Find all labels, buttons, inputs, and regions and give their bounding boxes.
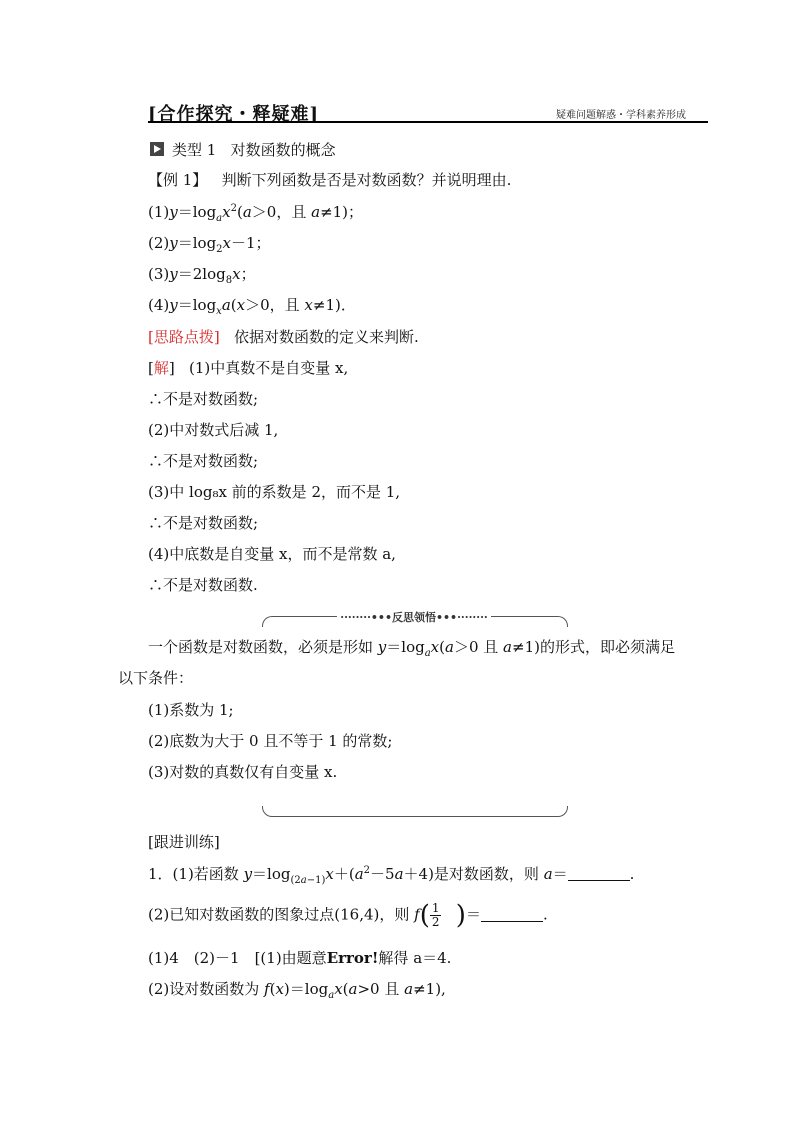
training-q1-2: (2)已知对数函数的图象过点(16,4)，则 f( $\frac{1}{2}$ )＝ .: [148, 900, 548, 931]
reflection-condition-2: (2)底数为大于 0 且不等于 1 的常数;: [148, 732, 393, 750]
example-heading: [148, 170, 511, 190]
section-tag: 疑难问题解惑・学科素养形成: [556, 110, 686, 121]
training-answer-1: (1)4 (2)－1 [(1)由题意Error!解得 a＝4.: [148, 949, 452, 967]
answer-blank-1[interactable]: [568, 866, 630, 881]
reflection-condition-1: (1)系数为 1;: [148, 701, 234, 719]
example-item-1: $(1)y=\log_ax^2(a>0$，且 a≠1)；: [148, 203, 364, 224]
play-triangle-icon: [150, 142, 164, 156]
header-rule: [148, 121, 708, 123]
solution-line-4: ∴不是对数函数;: [148, 452, 259, 470]
solution-line-1: [解] (1)中真数不是自变量 x,: [148, 359, 349, 377]
solution-line-5: (3)中 log₈x 前的系数是 2，而不是 1,: [148, 483, 401, 501]
training-q1-1: 1．(1)若函数 $y=\log_{(2a-1)}x+(a^2-5a+4)$是对数函数，则 a＝ .: [148, 865, 635, 886]
reflection-frame-bottom: [262, 806, 568, 817]
hint: [148, 327, 419, 347]
section-title: [合作探究・释疑难]: [148, 104, 320, 125]
example-item-3: $(3)y=2\log_8x$；: [148, 265, 256, 286]
solution-line-2: ∴不是对数函数;: [148, 390, 259, 408]
solution-line-8: ∴不是对数函数.: [148, 576, 258, 594]
hint-text: 依据对数函数的定义来判断.: [234, 328, 419, 346]
example-tag: 【例 1】: [148, 171, 208, 189]
solution-line-7: (4)中底数是自变量 x，而不是常数 a,: [148, 545, 396, 563]
example-prompt: 判断下列函数是否是对数函数？并说明理由.: [221, 171, 512, 189]
solution-tag: 解: [153, 359, 169, 377]
reflection-text-1: 一个函数是对数函数，必须是形如 $y=\log_ax(a>0$ 且 a≠1)的形式，即必须满足: [148, 638, 675, 659]
error-text: Error!: [326, 949, 379, 967]
solution-line-3: (2)中对数式后减 1,: [148, 421, 279, 439]
answer-blank-2[interactable]: [481, 907, 543, 922]
example-item-2: $(2)y=\log_2x-1$；: [148, 234, 271, 255]
reflection-condition-3: (3)对数的真数仅有自变量 x.: [148, 763, 338, 781]
reflection-label: ········•••反思领悟•••········: [262, 609, 566, 625]
example-item-4: $(4)y=\log_xa(x>0$，且 x≠1)．: [148, 296, 356, 317]
type-title: 对数函数的概念: [230, 141, 336, 159]
type-heading: [172, 140, 336, 160]
type-label: 类型 1: [172, 141, 217, 159]
reflection-text-2: 以下条件：: [118, 669, 194, 687]
solution-line-6: ∴不是对数函数;: [148, 514, 259, 532]
training-tag: [跟进训练]: [148, 833, 220, 851]
training-answer-2: (2)设对数函数为 $f(x)=\log_ax(a>0$ 且 a≠1),: [148, 980, 446, 1001]
hint-tag: [思路点拨]: [148, 328, 220, 346]
